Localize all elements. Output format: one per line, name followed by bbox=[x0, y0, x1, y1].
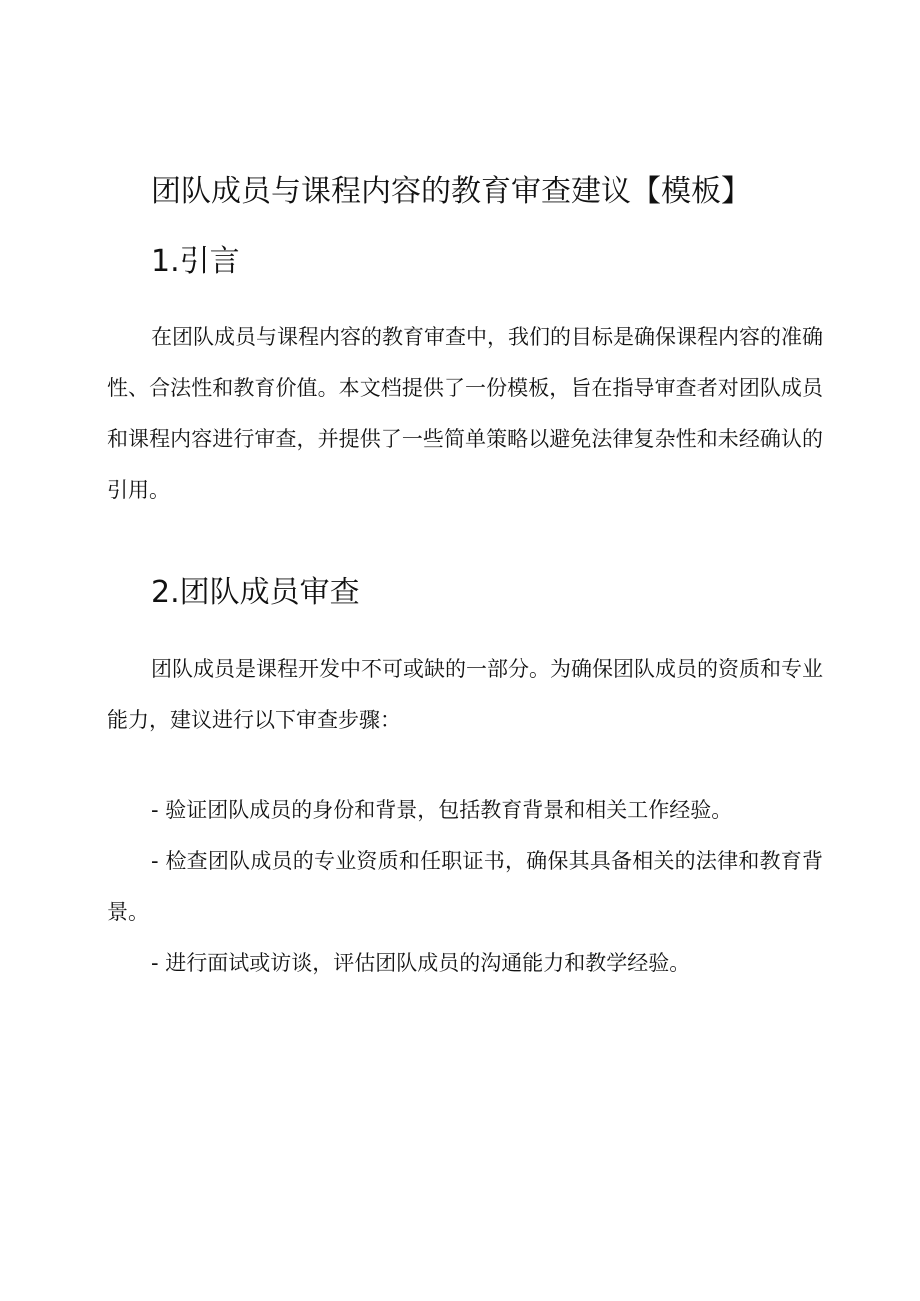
section-heading-team-review: 2.团队成员审查 bbox=[151, 575, 360, 610]
review-steps-list bbox=[107, 785, 823, 989]
list-item: - 进行面试或访谈，评估团队成员的沟通能力和教学经验。 bbox=[151, 951, 691, 975]
section-heading-introduction: 1.引言 bbox=[151, 244, 240, 279]
document-title: 团队成员与课程内容的教育审查建议【模板】 bbox=[151, 174, 751, 209]
list-item: - 检查团队成员的专业资质和任职证书，确保其具备相关的法律和教育背景。 bbox=[107, 849, 823, 924]
list-item: - 验证团队成员的身份和背景，包括教育背景和相关工作经验。 bbox=[151, 798, 733, 822]
team-review-paragraph: 团队成员是课程开发中不可或缺的一部分。为确保团队成员的资质和专业能力，建议进行以下审查步骤： bbox=[107, 657, 823, 732]
introduction-paragraph: 在团队成员与课程内容的教育审查中，我们的目标是确保课程内容的准确性、合法性和教育价值。本文档提供了一份模板，旨在指导审查者对团队成员和课程内容进行审查，并提供了一些简单策略以避免法律复杂性和未经确认的引用。 bbox=[107, 325, 823, 502]
